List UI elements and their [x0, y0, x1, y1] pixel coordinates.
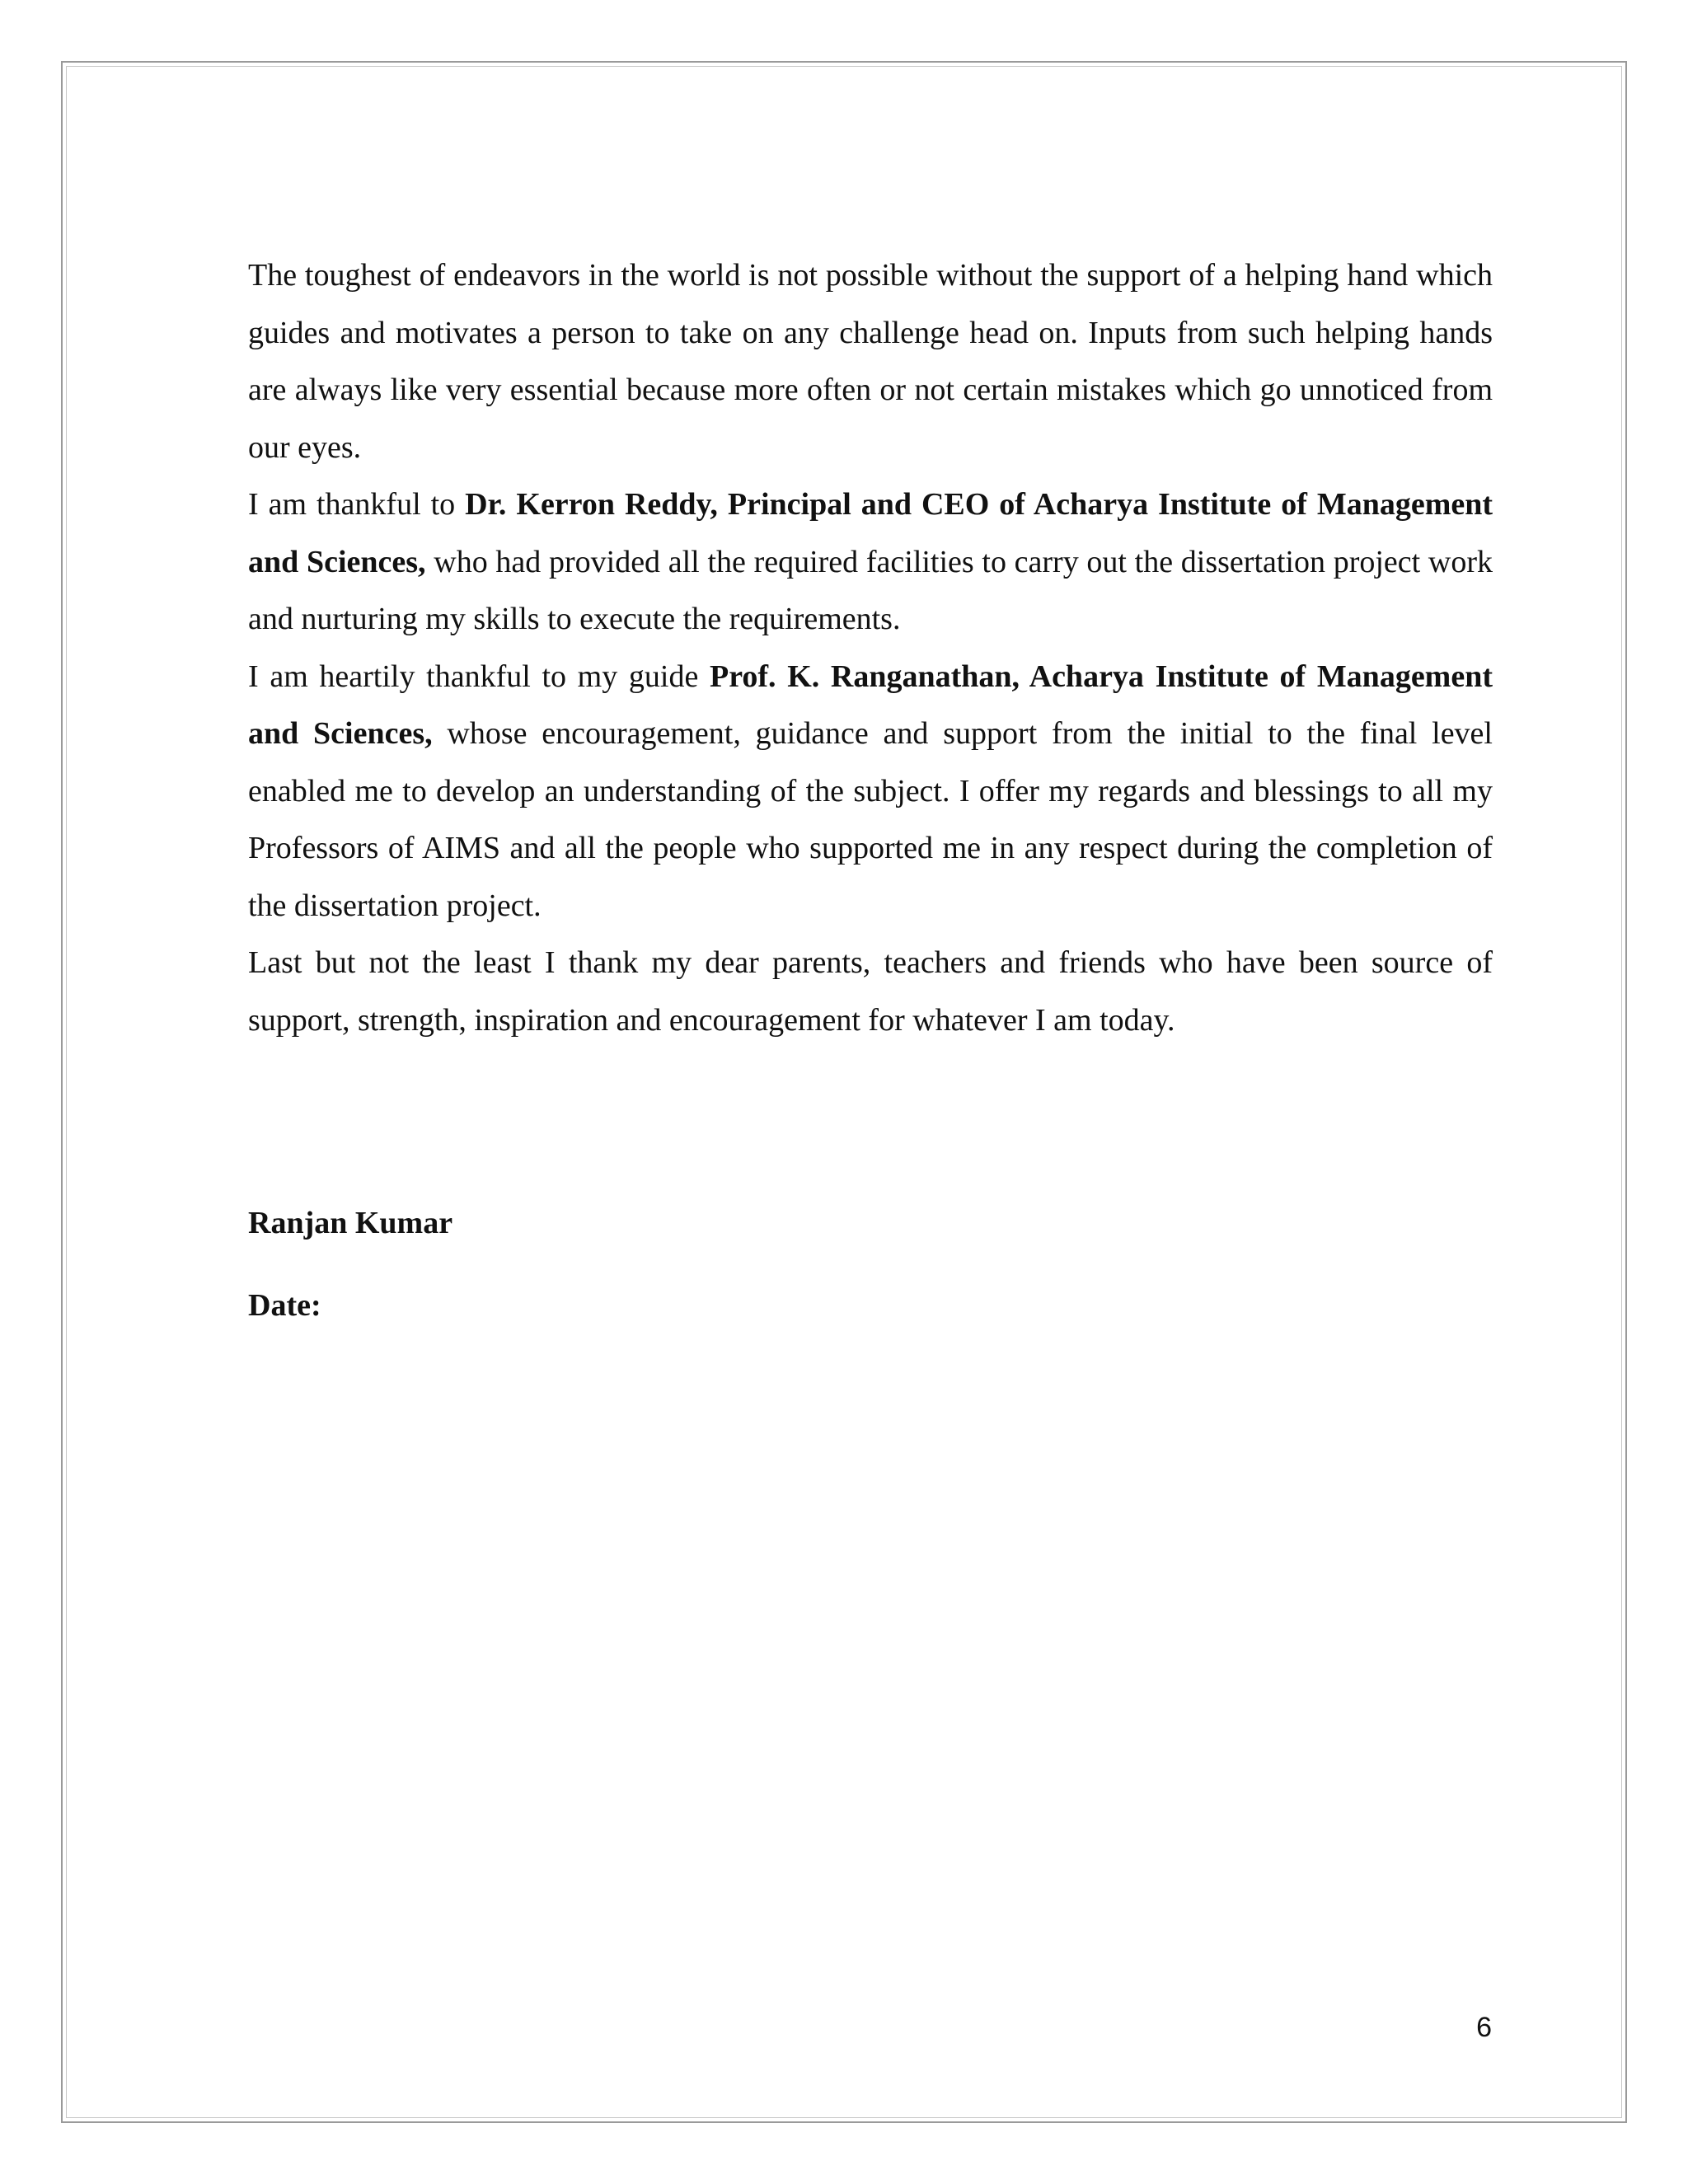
- page-number: 6: [1476, 2012, 1492, 2043]
- paragraph-3: [248, 649, 1493, 935]
- paragraph-3-rest: whose encouragement, guidance and support from the initial to the final level enabled me to develop an understanding of the subject. I offer my regards and blessings to all my Professors of AIMS and all the people who supported me in any respect during the completion of the dissertation project.: [248, 716, 1493, 923]
- signature-name: Ranjan Kumar: [248, 1206, 453, 1240]
- paragraph-4: Last but not the least I thank my dear parents, teachers and friends who have been source of support, strength, inspiration and encouragement for whatever I am today.: [248, 945, 1493, 1038]
- paragraph-3-bold: Prof. K. Ranganathan, Acharya Institute of Management and Sciences,: [248, 658, 1493, 751]
- paragraph-1: The toughest of endeavors in the world is not possible without the support of a helping hand which guides and motivates a person to take on any challenge head on. Inputs from such helping hands are always like very essential because more often or not certain mistakes which go unnoticed from our eyes.: [248, 258, 1493, 465]
- paragraph-2: [248, 476, 1493, 649]
- acknowledgement-body: [248, 247, 1493, 1049]
- paragraph-2-bold: Dr. Kerron Reddy, Principal and CEO of Acharya Institute of Management and Sciences,: [248, 487, 1493, 579]
- date-label: Date:: [248, 1288, 321, 1323]
- paragraph-2-rest: who had provided all the required facilities to carry out the dissertation project work and nurturing my skills to execute the requirements.: [248, 544, 1493, 636]
- paragraph-3-lead: I am heartily thankful to my guide: [248, 658, 710, 694]
- paragraph-2-lead: I am thankful to: [248, 487, 466, 522]
